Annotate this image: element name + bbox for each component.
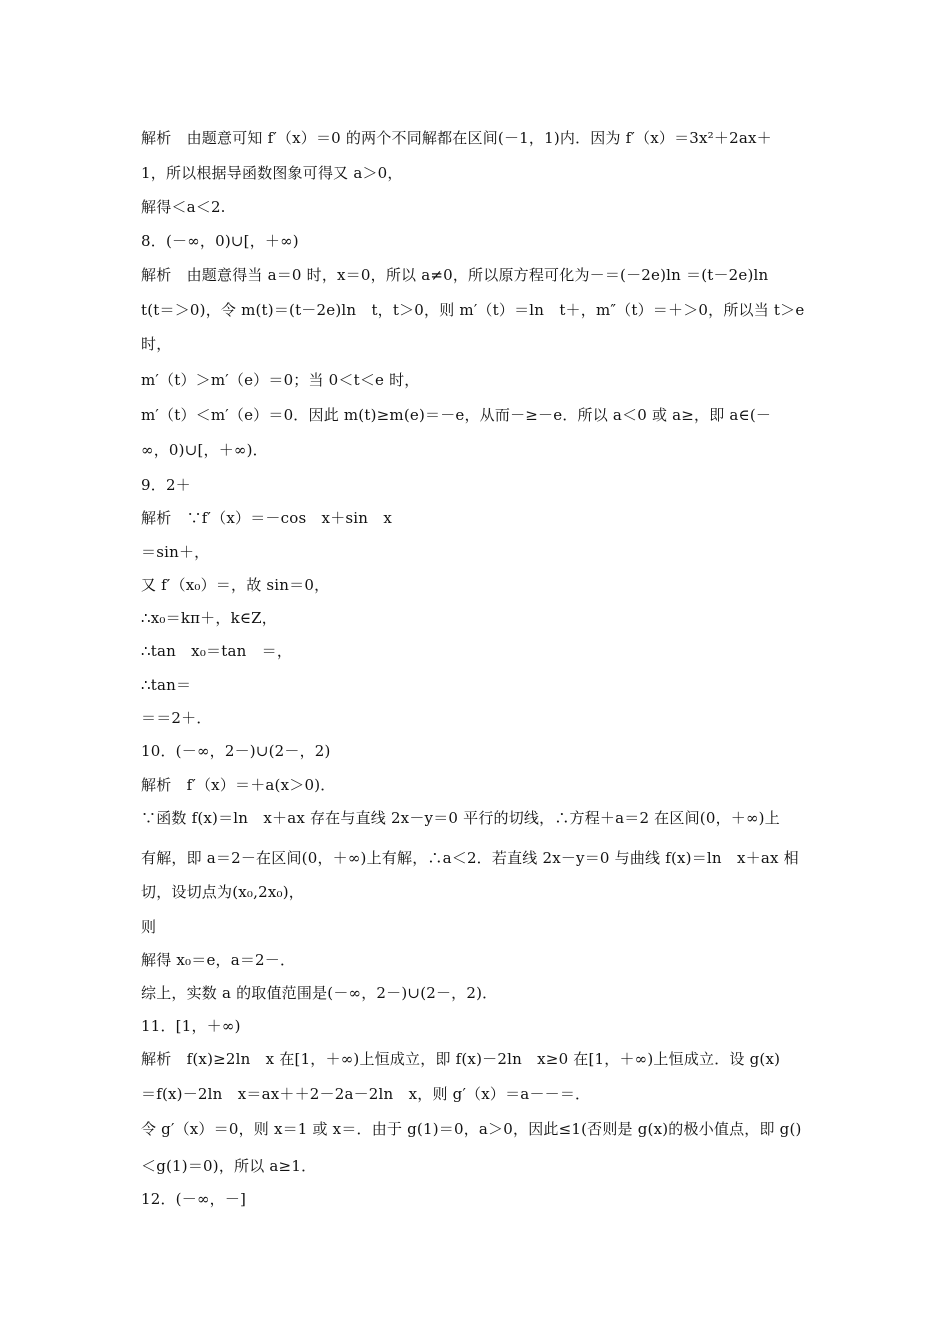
text-line: 1，所以根据导函数图象可得又 a＞0，	[141, 164, 403, 182]
text-line: ∴tan＝	[141, 676, 192, 694]
text-line: 解析 由题意得当 a＝0 时，x＝0，所以 a≠0，所以原方程可化为－＝(－2e)ln ＝(t－2e)ln	[141, 266, 769, 284]
text-line: ＜g(1)＝0)，所以 a≥1．	[141, 1157, 317, 1175]
text-line: m′（t）＜m′（e）＝0．因此 m(t)≥m(e)＝－e，从而－≥－e．所以 a＜0 或 a≥，即 a∈(－	[141, 406, 772, 424]
text-line: ＝＝2＋．	[141, 709, 212, 727]
text-line: ∞，0)∪[，＋∞)．	[141, 441, 268, 459]
text-line: 9．2＋	[141, 476, 191, 494]
text-line: 有解，即 a＝2－在区间(0，＋∞)上有解，∴a＜2．若直线 2x－y＝0 与曲线 f(x)＝ln x＋ax 相	[141, 849, 799, 867]
text-line: 解析 f(x)≥2ln x 在[1，＋∞)上恒成立，即 f(x)－2ln x≥0 在[1，＋∞)上恒成立．设 g(x)	[141, 1050, 781, 1068]
text-line: 11．[1，＋∞)	[141, 1017, 241, 1035]
text-line: 综上，实数 a 的取值范围是(－∞，2－)∪(2－，2)．	[141, 984, 498, 1002]
text-line: t(t＝＞0)，令 m(t)＝(t－2e)ln t，t＞0，则 m′（t）＝ln t＋，m″（t）＝＋＞0，所以当 t＞e	[141, 301, 805, 319]
text-line: 解析 由题意可知 f′（x）＝0 的两个不同解都在区间(－1，1)内．因为 f′（x）＝3x²＋2ax＋	[141, 129, 772, 147]
text-line: ∴x₀＝kπ＋，k∈Z，	[141, 609, 277, 627]
text-line: ＝f(x)－2ln x＝ax＋＋2－2a－2ln x，则 g′（x）＝a－－＝．	[141, 1085, 591, 1103]
text-line: 又 f′（x₀）＝，故 sin＝0，	[141, 576, 330, 594]
text-line: m′（t）＞m′（e）＝0；当 0＜t＜e 时，	[141, 371, 420, 389]
text-line: ∴tan x₀＝tan ＝，	[141, 642, 293, 660]
text-line: ∵函数 f(x)＝ln x＋ax 存在与直线 2x－y＝0 平行的切线，∴方程＋a＝2 在区间(0，＋∞)上	[141, 809, 780, 827]
text-line: 切，设切点为(x₀,2x₀)，	[141, 883, 304, 901]
text-line: 解得 x₀＝e，a＝2－．	[141, 951, 296, 969]
text-line: 解析 f′（x）＝＋a(x＞0)．	[141, 776, 336, 794]
text-line: 10．(－∞，2－)∪(2－，2)	[141, 742, 331, 760]
text-line: 解得＜a＜2.	[141, 198, 226, 216]
text-line: 8．(－∞，0)∪[，＋∞)	[141, 232, 299, 250]
text-line: 解析 ∵f′（x）＝－cos x＋sin x	[141, 509, 393, 527]
text-line: 12．(－∞，－]	[141, 1190, 247, 1208]
text-line: 则	[141, 918, 157, 936]
text-line: 时，	[141, 335, 172, 353]
text-line: ＝sin＋，	[141, 543, 210, 561]
text-line: 令 g′（x）＝0，则 x＝1 或 x＝．由于 g(1)＝0，a＞0，因此≤1(否则是 g(x)的极小值点，即 g()	[141, 1120, 802, 1138]
